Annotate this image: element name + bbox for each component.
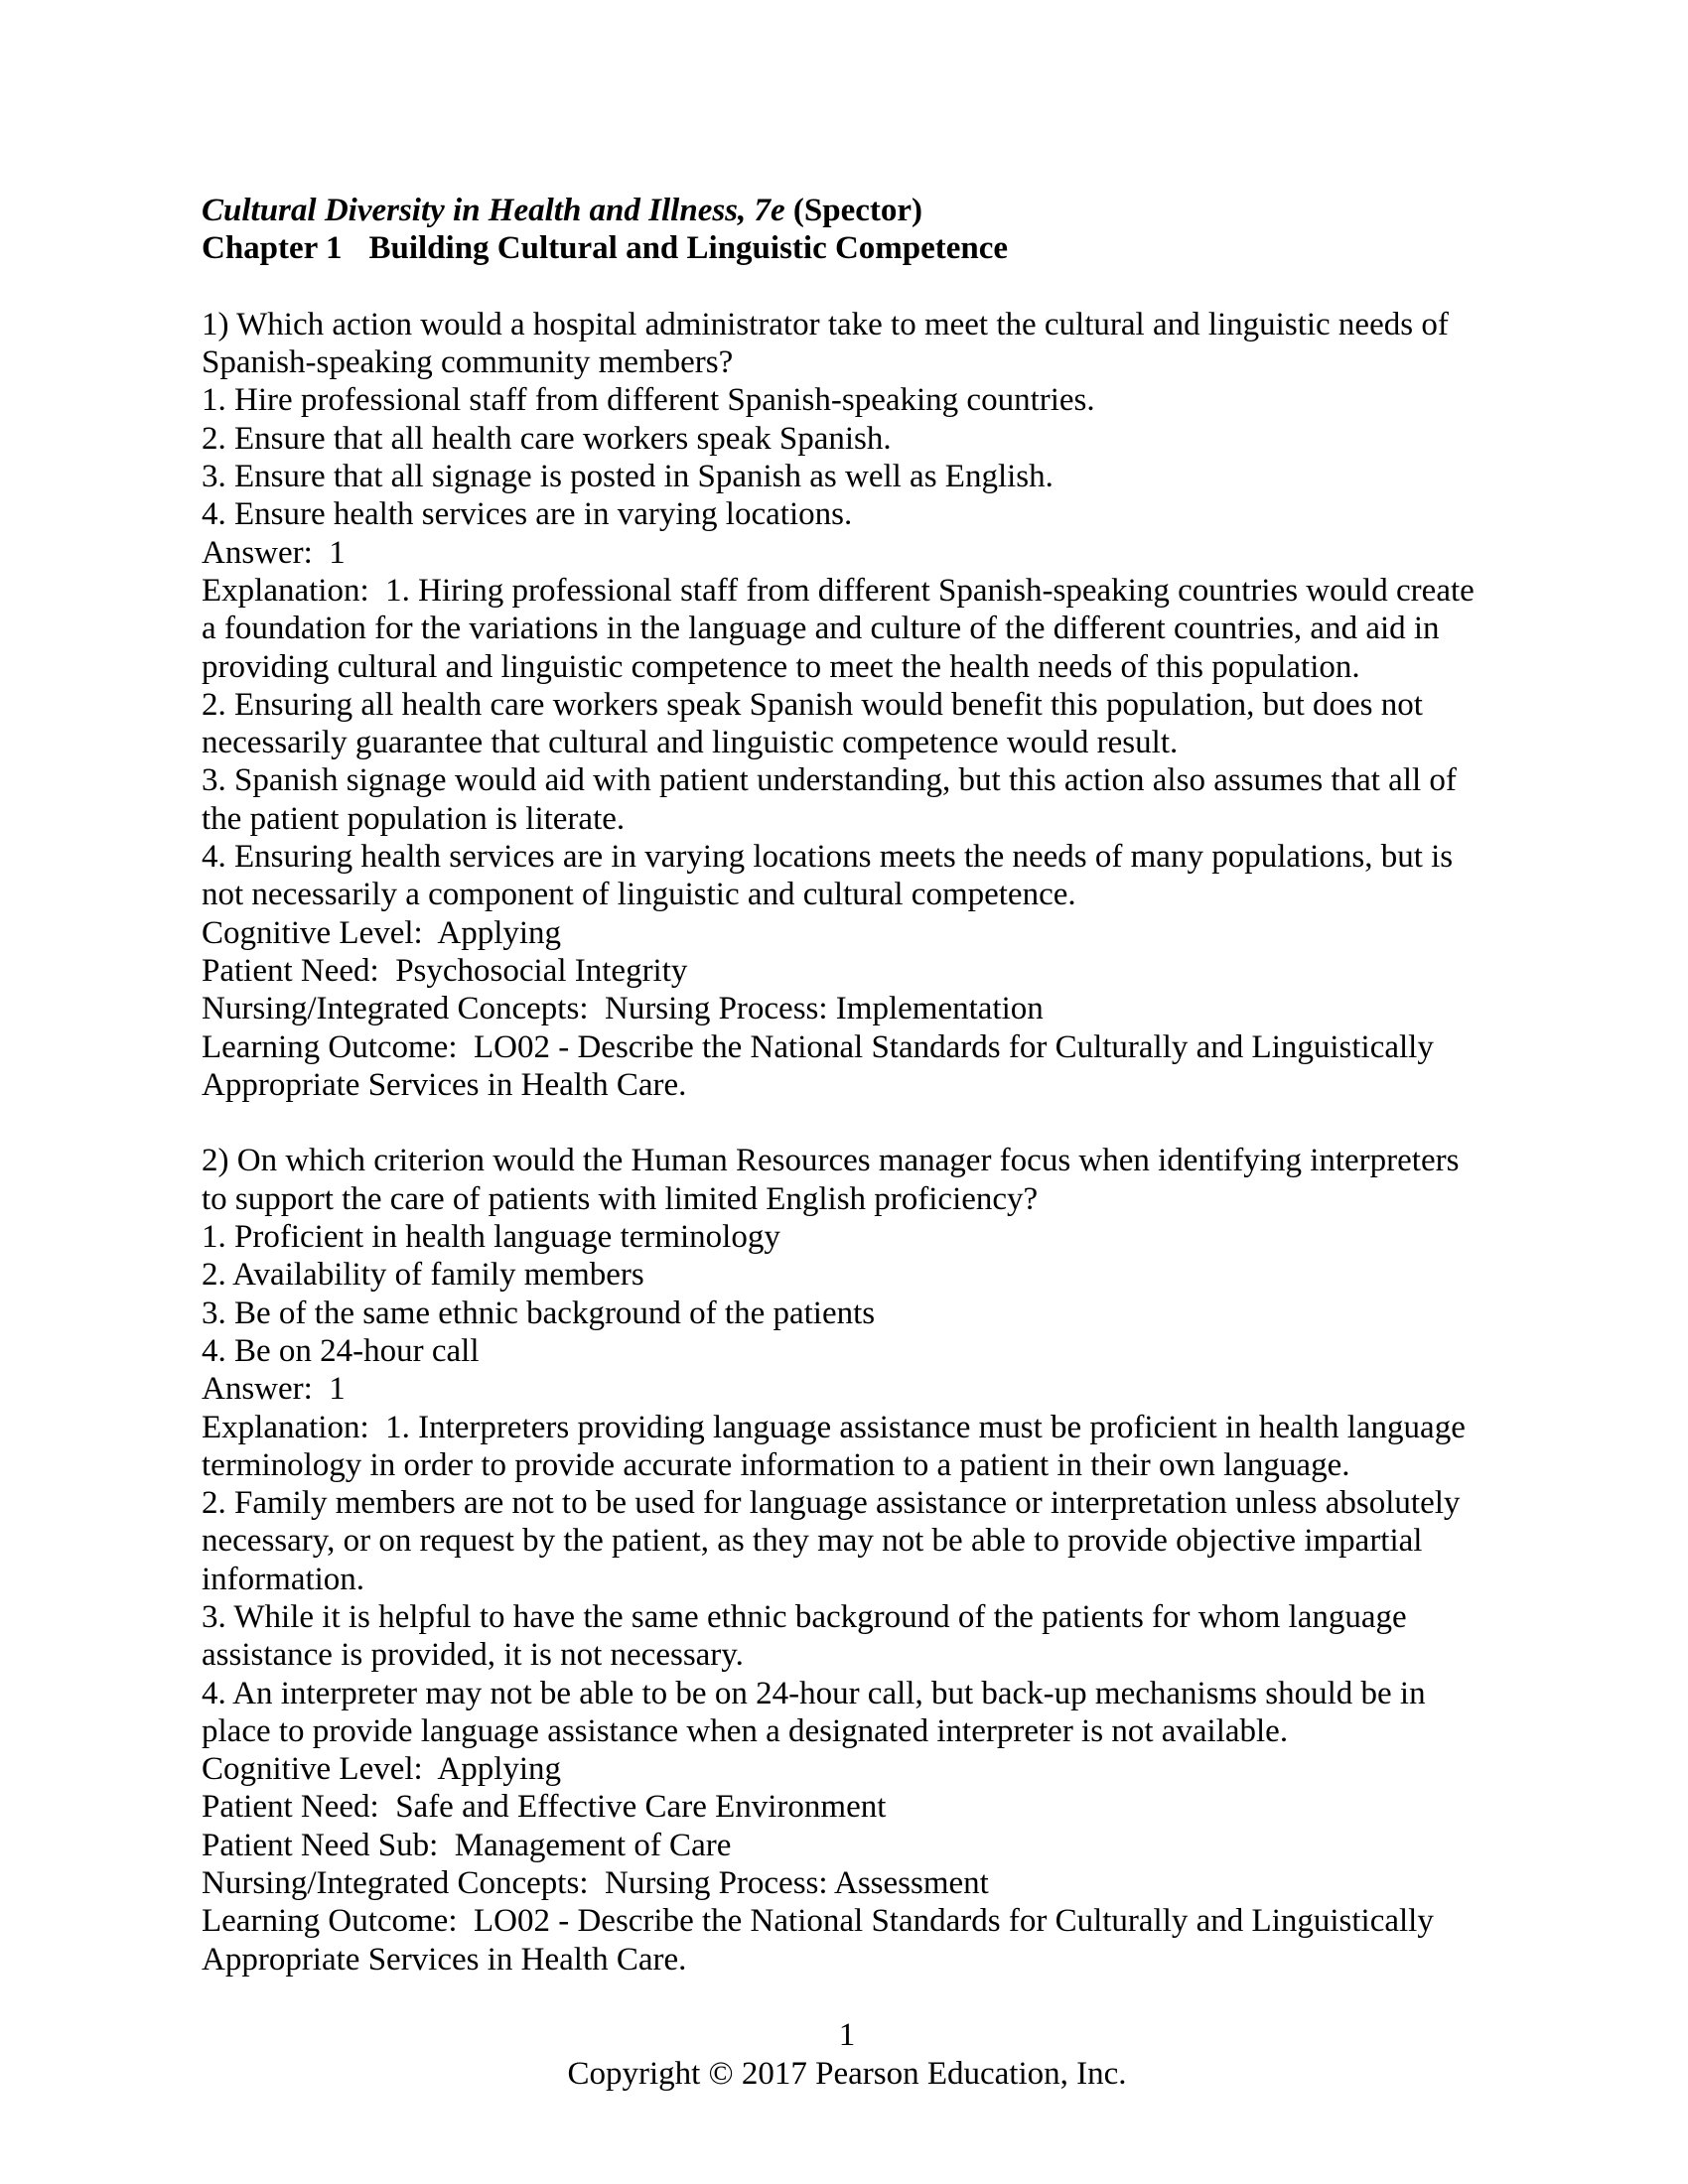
text-line: Explanation: 1. Hiring professional staff from different Spanish-speaking countries would create [202,572,1475,609]
text-line: Patient Need: Psychosocial Integrity [202,952,688,989]
text-line: Nursing/Integrated Concepts: Nursing Process: Assessment [202,1865,989,1902]
page-number: 1 [838,2017,856,2054]
text-line: 2. Ensure that all health care workers speak Spanish. [202,420,892,457]
text-line: 4. Ensuring health services are in varying locations meets the needs of many populations, but is [202,839,1454,876]
text-line: 3. Spanish signage would aid with patient understanding, but this action also assumes that all of [202,762,1457,799]
text-line: Patient Need: Safe and Effective Care Environment [202,1789,887,1826]
text-line: assistance is provided, it is not necessary. [202,1637,744,1674]
book-title-line [202,192,1492,229]
page-footer [202,2016,1492,2093]
text-line: 4. An interpreter may not be able to be on 24-hour call, but back-up mechanisms should be in [202,1675,1426,1711]
document-header [202,192,1492,268]
text-line: terminology in order to provide accurate information to a patient in their own language. [202,1446,1350,1483]
text-line: Cognitive Level: Applying [202,1751,562,1788]
text-line: 3. Be of the same ethnic background of the patients [202,1295,876,1331]
chapter-heading [202,229,1492,267]
questions-container [202,306,1492,1979]
text-line: 2. Availability of family members [202,1257,644,1294]
text-line: not necessarily a component of linguistic and cultural competence. [202,877,1076,913]
text-line: Spanish-speaking community members? [202,344,734,381]
text-line: a foundation for the variations in the language and culture of the different countries, and aid in [202,611,1440,647]
text-line: Appropriate Services in Health Care. [202,1066,687,1103]
text-line: place to provide language assistance when a designated interpreter is not available. [202,1712,1289,1749]
text-line: Patient Need Sub: Management of Care [202,1827,732,1863]
copyright-notice: Copyright © 2017 Pearson Education, Inc. [567,2055,1127,2092]
text-line: Appropriate Services in Health Care. [202,1941,687,1978]
text-line: Explanation: 1. Interpreters providing language assistance must be proficient in health language [202,1409,1466,1445]
text-line: 2. Ensuring all health care workers speak Spanish would benefit this population, but does not [202,686,1423,723]
book-title: Cultural Diversity in Health and Illness, 7e [202,193,785,228]
text-line: Answer: 1 [202,1371,346,1408]
text-line: 3. While it is helpful to have the same ethnic background of the patients for whom language [202,1598,1407,1635]
question-block [202,306,1492,1104]
text-line: information. [202,1561,365,1597]
text-line: Cognitive Level: Applying [202,914,562,951]
text-line: 1. Proficient in health language terminology [202,1219,780,1256]
text-line: 4. Ensure health services are in varying locations. [202,496,853,533]
text-line: to support the care of patients with limited English proficiency? [202,1180,1039,1217]
question-block [202,1142,1492,1979]
text-line: 4. Be on 24-hour call [202,1332,480,1369]
text-line: 1. Hire professional staff from different Spanish-speaking countries. [202,382,1095,419]
text-line: 1) Which action would a hospital administrator take to meet the cultural and linguistic needs of [202,306,1449,342]
chapter-title: Building Cultural and Linguistic Competence [368,230,1009,267]
text-line: providing cultural and linguistic competence to meet the health needs of this population. [202,648,1360,685]
chapter-label: Chapter 1 [202,230,343,267]
text-line: Answer: 1 [202,534,346,571]
text-line: Learning Outcome: LO02 - Describe the National Standards for Culturally and Linguistically [202,1903,1434,1940]
text-line: the patient population is literate. [202,800,626,837]
text-line: 2) On which criterion would the Human Resources manager focus when identifying interpreters [202,1143,1460,1179]
text-line: 2. Family members are not to be used for language assistance or interpretation unless absolutely [202,1485,1461,1522]
text-line: Learning Outcome: LO02 - Describe the National Standards for Culturally and Linguistically [202,1028,1434,1065]
text-line: Nursing/Integrated Concepts: Nursing Process: Implementation [202,991,1044,1027]
book-author: (Spector) [784,193,923,228]
text-line: 3. Ensure that all signage is posted in Spanish as well as English. [202,459,1054,495]
text-line: necessary, or on request by the patient, as they may not be able to provide objective impartial [202,1523,1423,1560]
text-line: necessarily guarantee that cultural and linguistic competence would result. [202,725,1179,761]
